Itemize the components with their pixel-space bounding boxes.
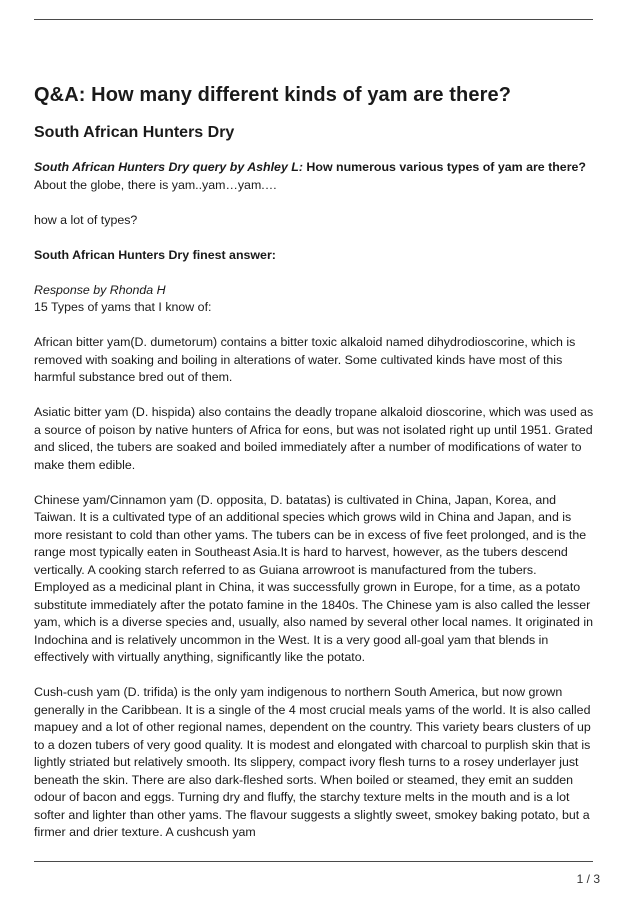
question-text: How numerous various types of yam are there? <box>302 160 586 174</box>
question-line-3: how a lot of types? <box>34 212 138 227</box>
page-title: Q&A: How many different kinds of yam are there? <box>34 84 512 106</box>
paragraph-african-bitter-yam: African bitter yam(D. dumetorum) contains a bitter toxic alkaloid named dihydrodioscorine, which is removed with soaking and boiling in alterations of water. Some cultivated kinds have most of this harmful substance bred out of them. <box>34 335 576 384</box>
response-author: Response by Rhonda H <box>34 282 166 297</box>
page-subtitle: South African Hunters Dry <box>34 124 235 141</box>
question-block <box>34 159 594 194</box>
article-text <box>34 159 594 842</box>
question-intro: South African Hunters Dry query by Ashley L: <box>34 160 303 174</box>
page-number: 1 / 3 <box>576 872 600 886</box>
best-answer-label: South African Hunters Dry finest answer: <box>34 247 276 262</box>
paragraph-cush-cush-yam: Cush-cush yam (D. trifida) is the only yam indigenous to northern South America, but now grown generally in the Caribbean. It is a single of the 4 most crucial meals yams of the world. It is also called mapuey and a lot of other regional names, dependent on the country. This variety bears clusters of up to a dozen tubers of very good quality. It is modest and elongated with charcoal to purplish skin that is lightly striated but relatively smooth. Its slippery, compact ivory flesh turns to a rosey underlayer just beneath the skin. There are also dark-fleshed sorts. When boiled or steamed, they emit an sudden odour of bacon and eggs. Turning dry and fluffy, the starchy texture melts in the mouth and is a lot softer and lighter than other yams. The flavour suggests a slightly sweet, smokey baking potato, but a firmer and drier texture. A cushcush yam <box>34 685 591 839</box>
response-intro: 15 Types of yams that I know of: <box>34 300 212 314</box>
paragraph-chinese-yam: Chinese yam/Cinnamon yam (D. opposita, D. batatas) is cultivated in China, Japan, Korea, and Taiwan. It is a cultivated type of an additional species which grows wild in China and Japan, and is more resistant to cold than other yams. The tubers can be in excess of five feet prolonged, and is the range most typically eaten in Southeast Asia.It is hard to harvest, however, as the tubers descend vertically. A cooking starch referred to as Guiana arrowroot is manufactured from the tubers. Employed as a medicinal plant in China, it was successfully grown in Europe, for a time, as a potato substitute immediately after the potato famine in the 1840s. The Chinese yam is also called the lesser yam, which is a diverse species and, usually, also named by several other local names. It originated in Indochina and is relatively uncommon in the West. It is a very good all-goal yam that blends in effectively with virtually anything, significantly like the potato. <box>34 492 594 664</box>
response-block <box>34 282 594 317</box>
document-body <box>34 82 594 859</box>
header-rule <box>34 19 593 20</box>
footer-rule <box>34 861 593 862</box>
paragraph-asiatic-bitter-yam: Asiatic bitter yam (D. hispida) also contains the deadly tropane alkaloid dioscorine, which was used as a source of poison by native hunters of Africa for eons, but was not isolated right up until 1951. Grated and sliced, the tubers are soaked and boiled immediately after a number of modifications of water to make them edible. <box>34 405 594 472</box>
question-line-2: About the globe, there is yam..yam…yam.… <box>34 177 278 192</box>
